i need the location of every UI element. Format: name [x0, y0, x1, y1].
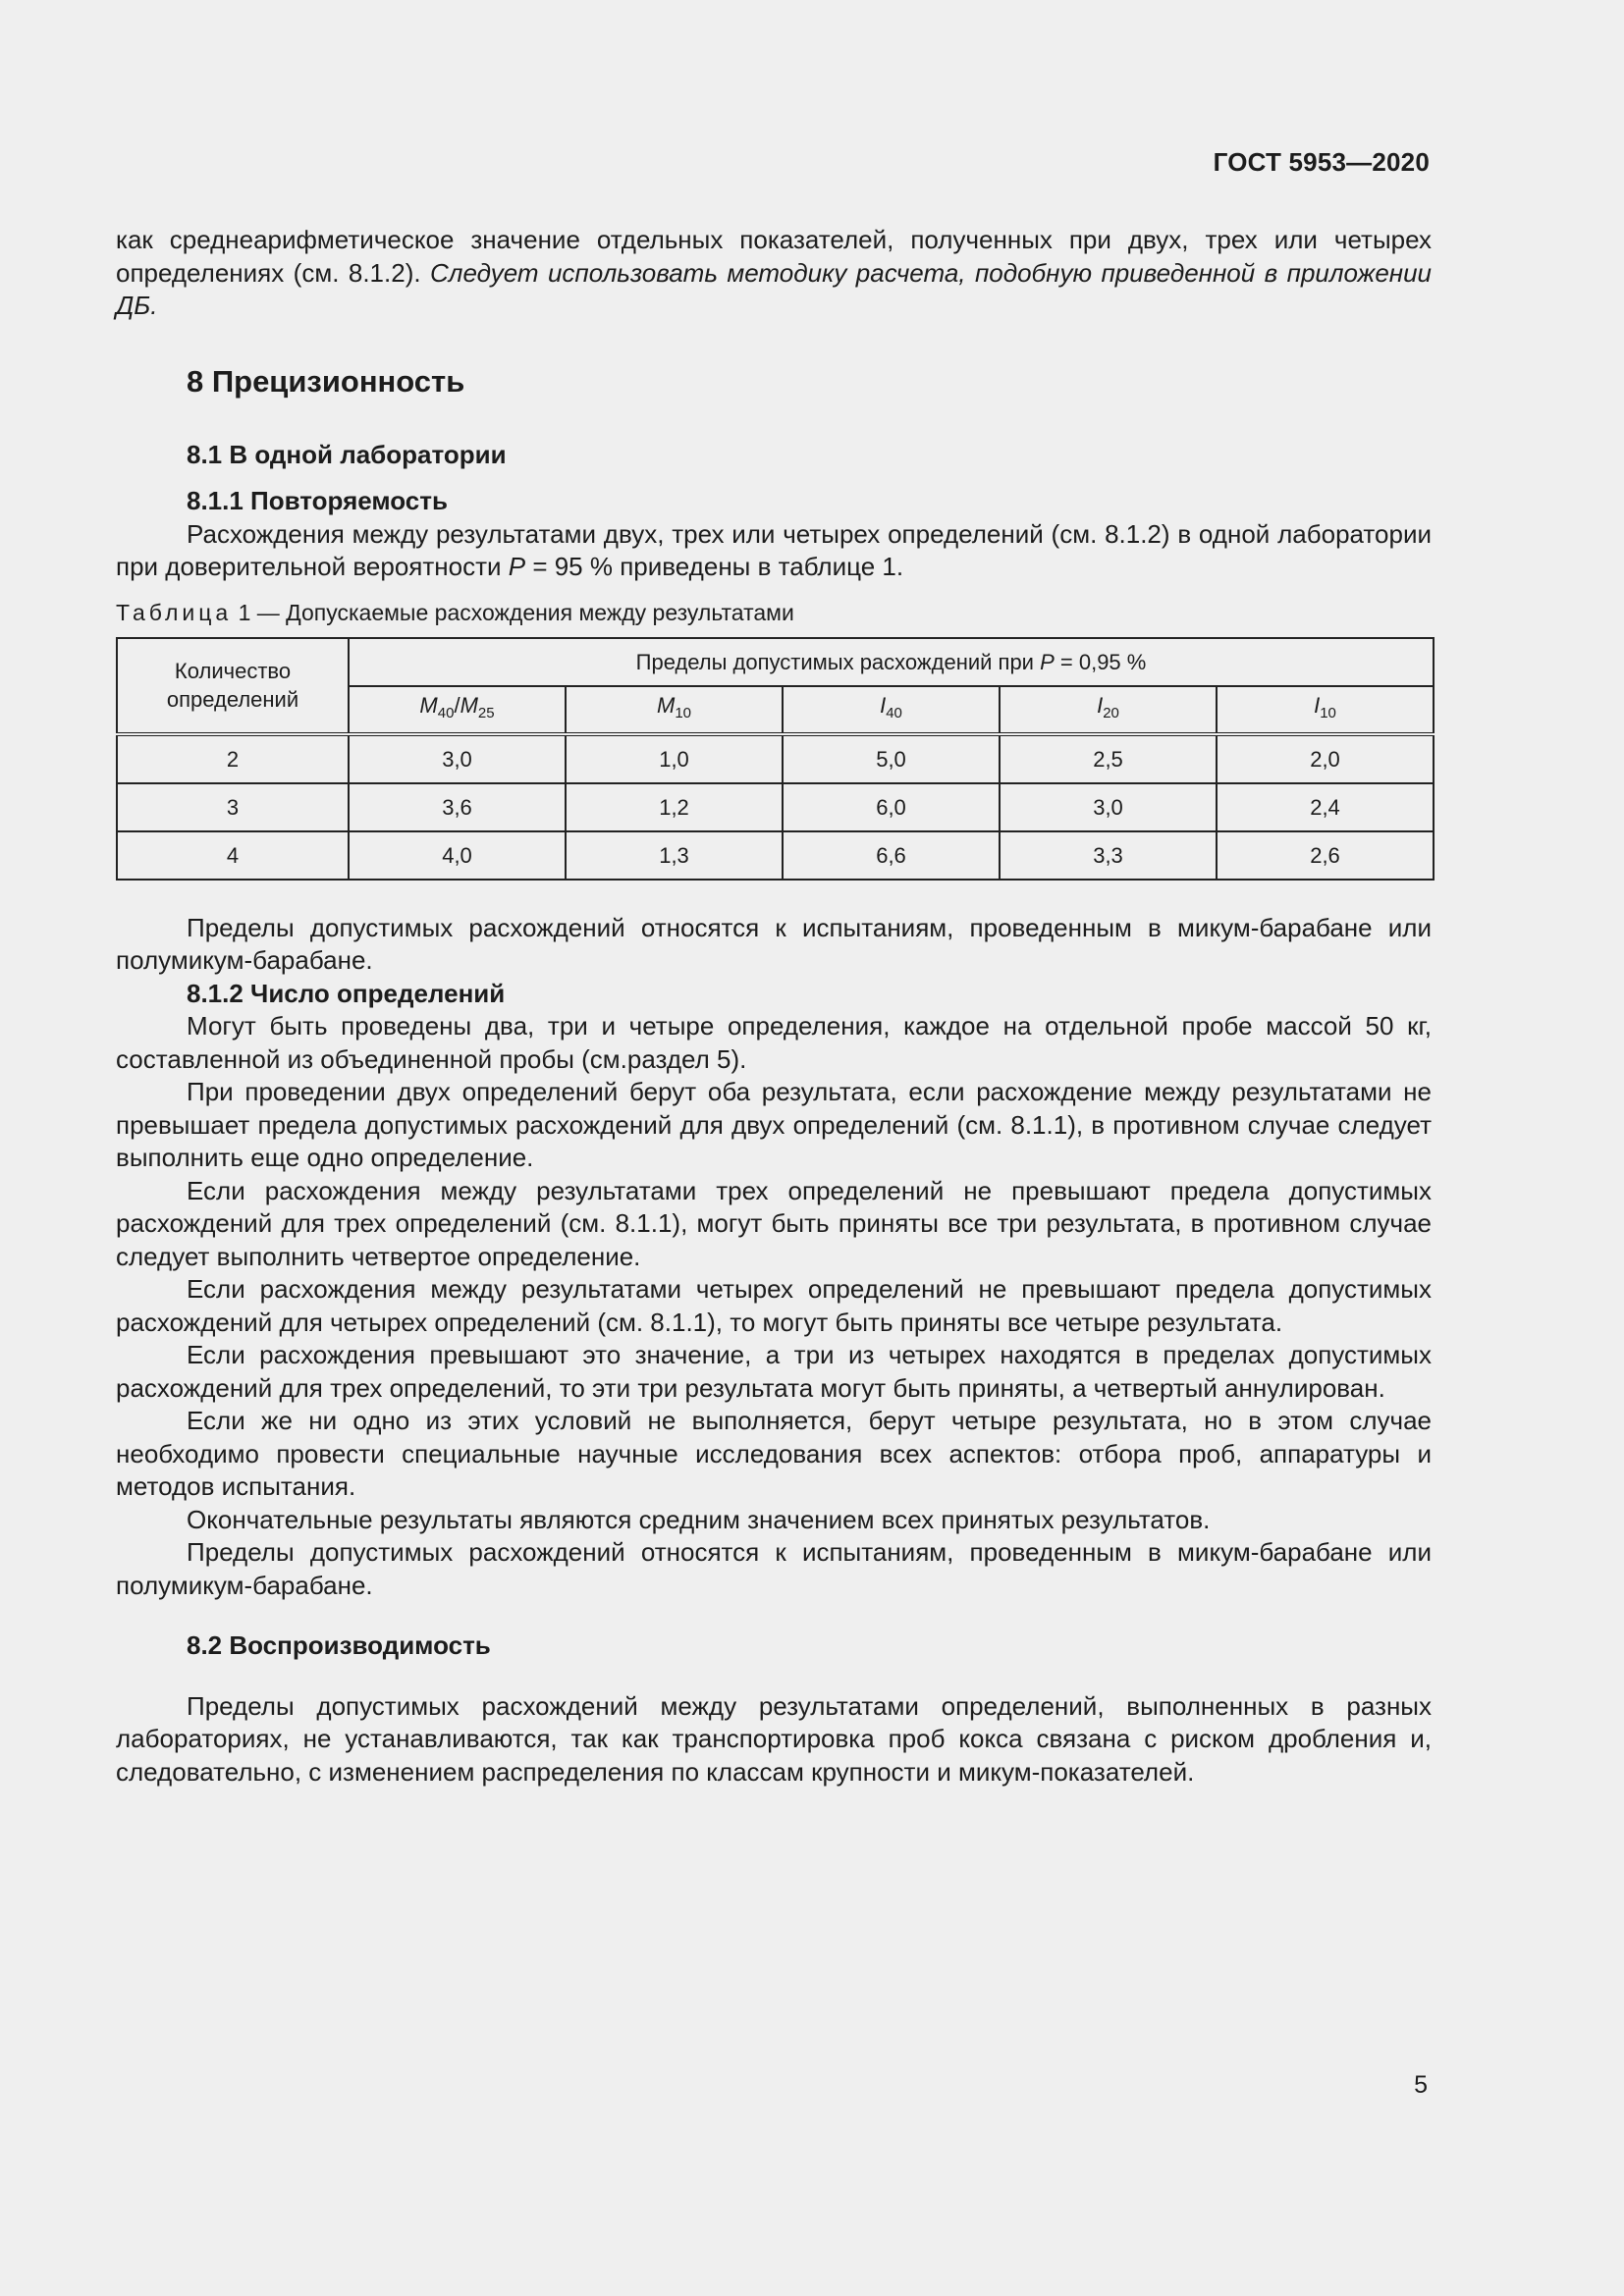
table-1	[116, 637, 1435, 881]
header-i40	[783, 686, 1000, 734]
table-caption-label: Таблица	[116, 599, 233, 625]
table-cell: 5,0	[783, 734, 1000, 783]
subscript: 40	[886, 705, 902, 721]
symbol: M	[419, 693, 438, 718]
intro-italic-text: Следует использовать методику расчета, подобную приведенной в приложении ДБ.	[116, 257, 1433, 320]
section-8-1-title: 8.1 В одной лаборатории	[187, 439, 507, 469]
header-limits-p-symbol: P	[1040, 649, 1055, 674]
header-limits-text-a: Пределы допустимых расхождений при	[635, 649, 1041, 674]
subscript: 40	[437, 705, 455, 721]
section-8-2-title: 8.2 Воспроизводимость	[187, 1630, 491, 1660]
header-count-cell: Количество определений	[117, 638, 349, 734]
table-cell: 6,6	[783, 831, 1000, 880]
table-cell: 2,6	[1217, 831, 1434, 880]
table-cell: 2,0	[1217, 734, 1434, 783]
table-row	[117, 783, 1434, 831]
table-row	[117, 831, 1434, 880]
table-cell: 3,0	[1000, 783, 1217, 831]
table-cell: 4	[117, 831, 349, 880]
table-cell: 1,3	[566, 831, 783, 880]
intro-normal-text: как среднеарифметическое значение отдельных показателей, полученных при двух, трех или четырех определениях (см. 8.1.2).	[116, 225, 1432, 288]
determinations-paragraph-5: Если расхождения превышают это значение, а три из четырех находятся в пределах допустимых расхождений для трех определений, то эти три результата могут быть приняты, а четвертый аннулирован.	[116, 1340, 1432, 1403]
section-8-1-2-title: 8.1.2 Число определений	[187, 978, 506, 1008]
header-m40-m25	[349, 686, 566, 734]
symbol: M	[656, 693, 676, 718]
header-i20	[1000, 686, 1217, 734]
page-number: 5	[1414, 2071, 1428, 2099]
repeatability-paragraph	[116, 518, 1432, 584]
subscript: 10	[1320, 705, 1336, 721]
symbol: I	[880, 693, 887, 718]
subscript: 20	[1103, 705, 1119, 721]
repeatability-text-a: Расхождения между результатами двух, трех или четырех определений (см. 8.1.2) в одной лаборатории при доверительной вероятности	[116, 518, 1432, 581]
repeatability-text-b: = 95 % приведены в таблице 1.	[525, 552, 904, 581]
header-limits-text-b: = 0,95 %	[1054, 649, 1147, 674]
section-8-title: 8 Прецизионность	[187, 363, 465, 399]
determinations-paragraph-8: Пределы допустимых расхождений относятся к испытаниям, проведенным в микум-барабане или полумикум-барабане.	[116, 1537, 1432, 1600]
page-content	[116, 224, 1432, 1789]
table-cell: 2	[117, 734, 349, 783]
determinations-paragraph-4: Если расхождения между результатами четырех определений не превышают предела допустимых расхождений для четырех определений (см. 8.1.1), то могут быть приняты все четыре результата.	[116, 1274, 1432, 1337]
header-m10	[566, 686, 783, 734]
table-cell: 3,0	[349, 734, 566, 783]
table-cell: 1,0	[566, 734, 783, 783]
table-cell: 3,6	[349, 783, 566, 831]
header-i10	[1217, 686, 1434, 734]
determinations-paragraph-6: Если же ни одно из этих условий не выполняется, берут четыре результата, но в этом случае необходимо провести специальные научные исследования всех аспектов: отбора проб, аппаратуры и методов испытания.	[116, 1406, 1432, 1501]
intro-paragraph	[116, 224, 1432, 323]
table-1-caption	[116, 598, 1432, 627]
table-cell: 4,0	[349, 831, 566, 880]
after-table-paragraph: Пределы допустимых расхождений относятся к испытаниям, проведенным в микум-барабане или полумикум-барабане.	[116, 912, 1432, 975]
table-caption-text: 1 — Допускаемые расхождения между результатами	[232, 599, 794, 625]
repeatability-p-symbol: P	[508, 552, 526, 581]
subscript: 10	[675, 705, 691, 721]
subscript: 25	[477, 705, 495, 721]
symbol: M	[460, 693, 478, 718]
document-id-header: ГОСТ 5953—2020	[1213, 147, 1430, 177]
determinations-paragraph-3: Если расхождения между результатами трех определений не превышают предела допустимых расхождений для трех определений (см. 8.1.1), могут быть приняты все три результата, в противном случае следует выполнить четвертое определение.	[116, 1175, 1432, 1271]
reproducibility-paragraph: Пределы допустимых расхождений между результатами определений, выполненных в разных лабораториях, не устанавливаются, так как транспортировка проб кокса связана с риском дробления и, следовательно, с изменением распределения по классам крупности и микум-показателей.	[116, 1690, 1432, 1787]
table-cell: 1,2	[566, 783, 783, 831]
table-header-row	[117, 638, 1434, 686]
table-cell: 6,0	[783, 783, 1000, 831]
determinations-paragraph-7: Окончательные результаты являются средним значением всех принятых результатов.	[187, 1504, 1211, 1534]
table-cell: 3	[117, 783, 349, 831]
symbol: I	[1314, 693, 1321, 718]
table-row	[117, 734, 1434, 783]
table-cell: 3,3	[1000, 831, 1217, 880]
table-cell: 2,5	[1000, 734, 1217, 783]
determinations-paragraph-2: При проведении двух определений берут оба результата, если расхождение между результатами не превышает предела допустимых расхождений для двух определений (см. 8.1.1), в противном случае следует выполнить еще одно определение.	[116, 1077, 1432, 1172]
symbol: I	[1097, 693, 1104, 718]
determinations-paragraph-1: Могут быть проведены два, три и четыре определения, каждое на отдельной пробе массой 50 кг, составленной из объединенной пробы (см.раздел 5).	[116, 1011, 1432, 1074]
table-cell: 2,4	[1217, 783, 1434, 831]
separator: /	[454, 693, 460, 718]
section-8-1-1-title: 8.1.1 Повторяемость	[187, 486, 448, 515]
header-limits-cell	[349, 638, 1434, 686]
